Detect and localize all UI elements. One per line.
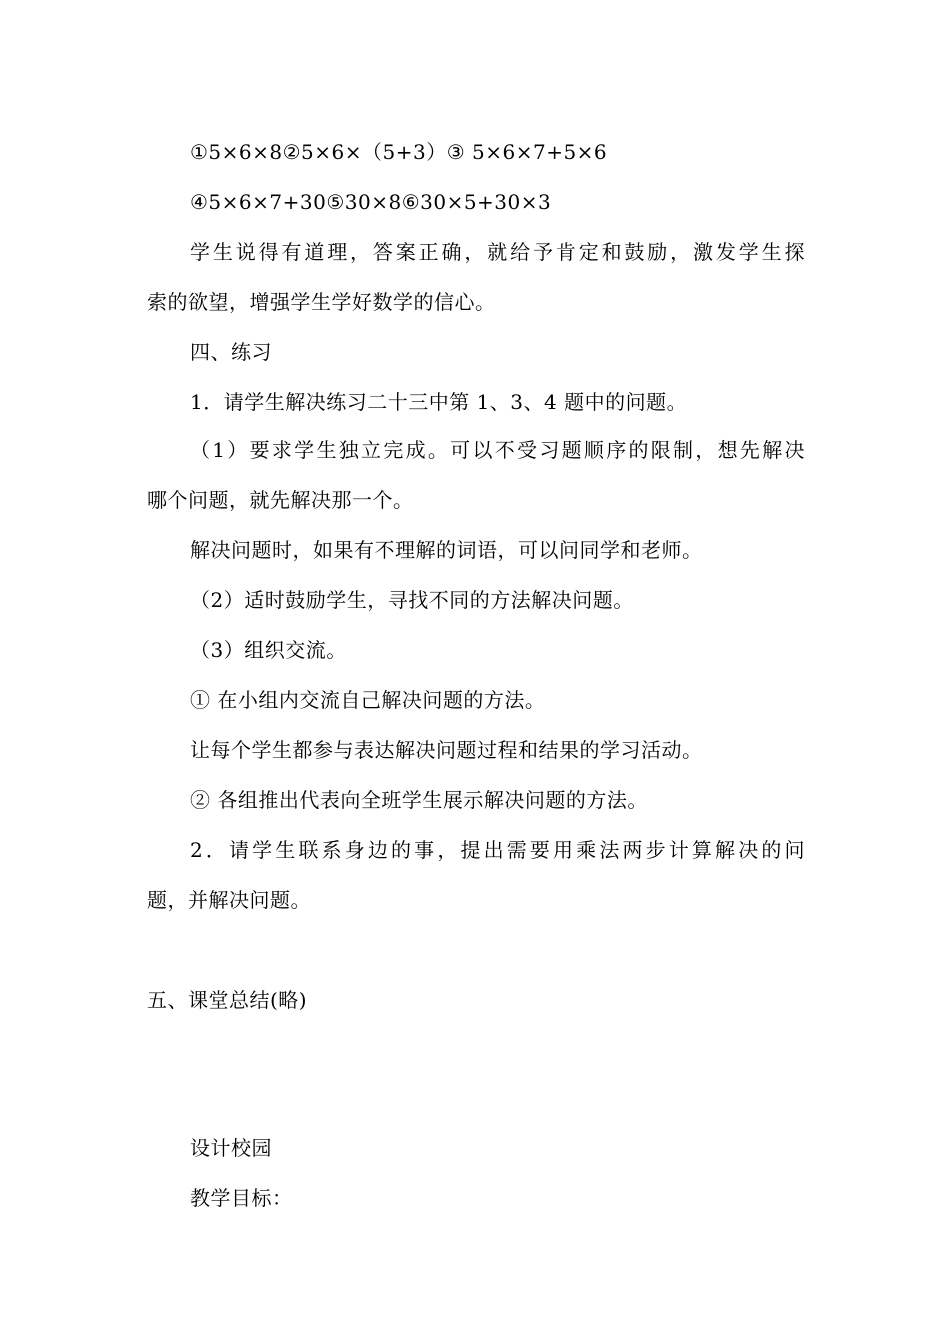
paragraph-line: 2．请学生联系身边的事，提出需要用乘法两步计算解决的问 [190, 838, 805, 862]
subheading: 教学目标： [190, 1186, 293, 1210]
lesson-title: 设计校园 [190, 1136, 272, 1160]
paragraph-line: 题，并解决问题。 [147, 888, 311, 912]
paragraph-line: ② 各组推出代表向全班学生展示解决问题的方法。 [190, 788, 648, 812]
paragraph-line: 哪个问题，就先解决那一个。 [147, 488, 414, 512]
paragraph-line: （2）适时鼓励学生，寻找不同的方法解决问题。 [190, 588, 634, 612]
paragraph-line: 学生说得有道理，答案正确，就给予肯定和鼓励，激发学生探 [190, 240, 805, 264]
paragraph-line: 让每个学生都参与表达解决问题过程和结果的学习活动。 [190, 738, 703, 762]
equation-line-2: ④5×6×7+30⑤30×8⑥30×5+30×3 [190, 190, 552, 214]
paragraph-line: 1．请学生解决练习二十三中第 1、3、4 题中的问题。 [190, 390, 688, 414]
paragraph-line: ① 在小组内交流自己解决问题的方法。 [190, 688, 546, 712]
paragraph-line: 解决问题时，如果有不理解的词语，可以问同学和老师。 [190, 538, 703, 562]
paragraph-line: （1）要求学生独立完成。可以不受习题顺序的限制，想先解决 [190, 438, 805, 462]
equation-line-1: ①5×6×8②5×6×（5+3）③ 5×6×7+5×6 [190, 140, 608, 164]
section-heading: 五、课堂总结(略) [147, 988, 308, 1012]
section-heading: 四、练习 [190, 340, 272, 364]
paragraph-line: 索的欲望，增强学生学好数学的信心。 [147, 290, 496, 314]
paragraph-line: （3）组织交流。 [190, 638, 347, 662]
